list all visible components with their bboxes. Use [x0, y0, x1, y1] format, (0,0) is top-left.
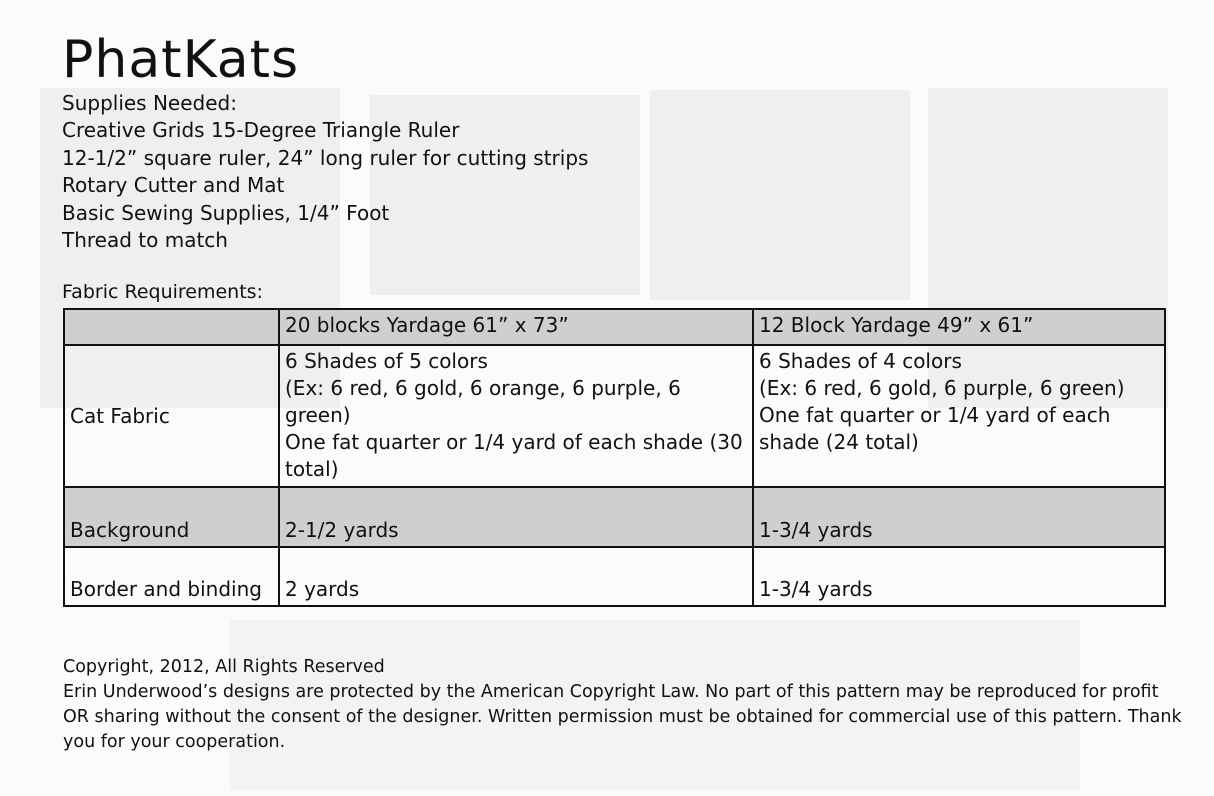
supply-item: 12-1/2” square ruler, 24” long ruler for cutting strips: [62, 145, 589, 170]
cell-12-blocks: 1-3/4 yards: [753, 547, 1165, 606]
copyright-body: Erin Underwood’s designs are protected by the American Copyright Law. No part of this pattern may be reproduced for profit OR sharing without the consent of the designer. Written permission must be obtained for commercial use of this pattern. Thank you for your cooperation.: [63, 682, 1182, 752]
copyright-line: Copyright, 2012, All Rights Reserved: [63, 657, 385, 677]
cell-line: 6 Shades of 5 colors: [285, 349, 488, 373]
page-title: PhatKats: [62, 30, 300, 90]
cell-line: (Ex: 6 red, 6 gold, 6 purple, 6 green): [759, 376, 1125, 400]
cell-20-blocks: 2-1/2 yards: [279, 487, 753, 547]
cell-12-blocks: 1-3/4 yards: [753, 487, 1165, 547]
cell-line: One fat quarter or 1/4 yard of each shade (24 total): [759, 403, 1111, 454]
header-cell-12-blocks: 12 Block Yardage 49” x 61”: [753, 309, 1165, 345]
supply-item: Thread to match: [62, 228, 228, 253]
cell-line: 6 Shades of 4 colors: [759, 349, 962, 373]
cell-line: One fat quarter or 1/4 yard of each shade (30 total): [285, 430, 743, 481]
cell-line: (Ex: 6 red, 6 gold, 6 orange, 6 purple, 6 green): [285, 376, 681, 427]
row-label: Background: [64, 487, 279, 547]
header-cell: [64, 309, 279, 345]
supplies-heading: Supplies Needed:: [62, 91, 237, 115]
copyright-notice: [63, 655, 1183, 755]
row-label: Cat Fabric: [64, 345, 279, 487]
table-row-border-binding: [64, 547, 1165, 606]
fabric-requirements-heading: Fabric Requirements:: [62, 281, 263, 303]
table-header-row: [64, 309, 1165, 345]
cell-20-blocks: 2 yards: [279, 547, 753, 606]
row-label: Border and binding: [64, 547, 279, 606]
supplies-section: [62, 90, 588, 254]
supply-item: Rotary Cutter and Mat: [62, 173, 285, 198]
cell-20-blocks: [279, 345, 753, 487]
header-cell-20-blocks: 20 blocks Yardage 61” x 73”: [279, 309, 753, 345]
supply-item: Creative Grids 15-Degree Triangle Ruler: [62, 118, 460, 143]
table-row-background: [64, 487, 1165, 547]
bleed-through-shadow: [650, 90, 910, 300]
table-row-cat-fabric: [64, 345, 1165, 487]
fabric-requirements-table: [63, 308, 1166, 607]
supply-item: Basic Sewing Supplies, 1/4” Foot: [62, 200, 390, 225]
cell-12-blocks: [753, 345, 1165, 487]
